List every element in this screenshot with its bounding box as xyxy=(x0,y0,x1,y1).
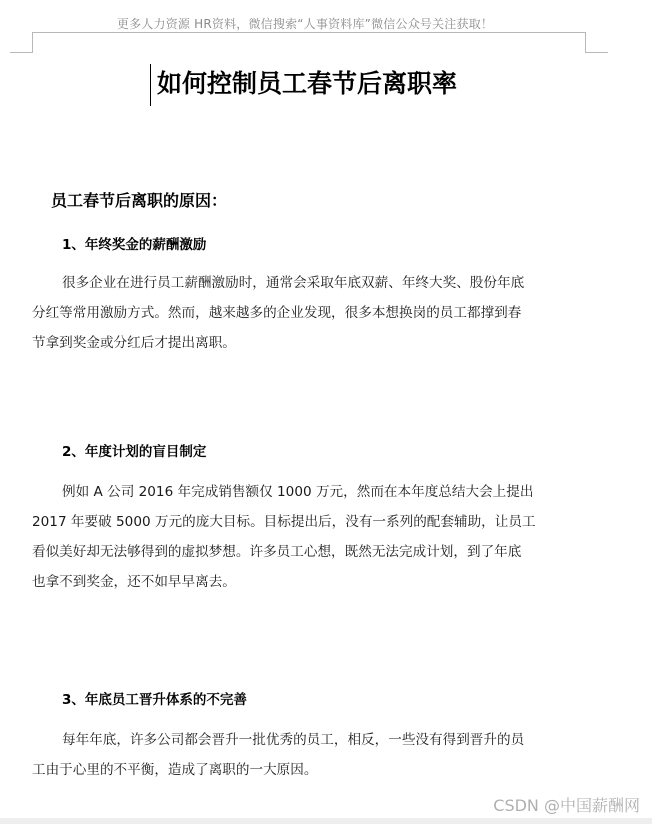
document-title: 如何控制员工春节后离职率 xyxy=(156,69,457,98)
page-top-border xyxy=(33,32,585,33)
section-heading-reasons: 员工春节后离职的原因： xyxy=(51,191,228,210)
paragraph-year-end-bonus xyxy=(32,268,592,358)
paragraph-line: 每年年底，许多公司都会晋升一批优秀的员工，相反，一些没有得到晋升的员 xyxy=(62,732,525,748)
paragraph-line: 工由于心里的不平衡，造成了离职的一大原因。 xyxy=(32,762,318,778)
csdn-watermark: CSDN @中国薪酬网 xyxy=(493,796,640,815)
header-note: 更多人力资源 HR资料，微信搜索“人事资料库”微信公众号关注获取！ xyxy=(116,17,494,31)
paragraph-line: 也拿不到奖金，还不如早早离去。 xyxy=(32,574,236,590)
page-bottom-edge xyxy=(0,818,652,824)
text-cursor xyxy=(150,64,151,106)
paragraph-line: 2017 年要破 5000 万元的庞大目标。目标提出后，没有一系列的配套辅助，让员工 xyxy=(32,514,536,530)
sub-heading-promotion-system: 3、年底员工晋升体系的不完善 xyxy=(62,692,247,708)
paragraph-line: 分红等常用激励方式。然而，越来越多的企业发现，很多本想换岗的员工都撑到春 xyxy=(32,305,522,321)
paragraph-annual-plan xyxy=(32,477,592,597)
crop-mark-top-left xyxy=(10,32,33,53)
crop-mark-top-right xyxy=(585,32,608,53)
paragraph-line: 节拿到奖金或分红后才提出离职。 xyxy=(32,335,236,351)
paragraph-line: 很多企业在进行员工薪酬激励时，通常会采取年底双薪、年终大奖、股份年底 xyxy=(62,275,525,291)
paragraph-promotion-system xyxy=(32,725,592,785)
sub-heading-year-end-bonus: 1、年终奖金的薪酬激励 xyxy=(62,237,207,253)
sub-heading-annual-plan: 2、年度计划的盲目制定 xyxy=(62,444,207,460)
paragraph-line: 例如 A 公司 2016 年完成销售额仅 1000 万元，然而在本年度总结大会上提出 xyxy=(62,484,534,500)
paragraph-line: 看似美好却无法够得到的虚拟梦想。许多员工心想，既然无法完成计划，到了年底 xyxy=(32,544,522,560)
